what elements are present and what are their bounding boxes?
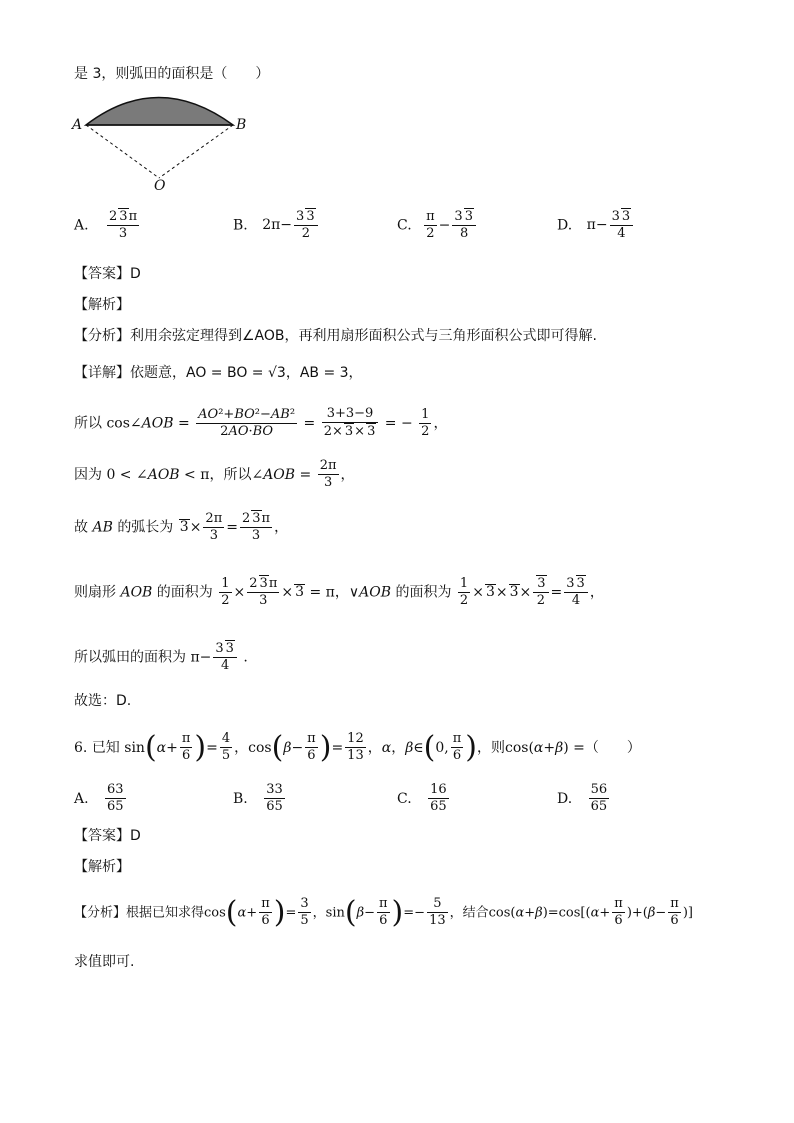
q6-analysis-heading: 【解析】 [74,859,130,875]
question-6-stem: 6. 已知 sin(α+ $\frac{\pi}{6}$ )= $\frac{4}{5}$ ，cos(β− $\frac{\pi}{6}$ )= $\frac{12}{13}$ ，α，β∈(0, $\frac{\pi}{6}$ )，则cos(α+β) =（ ） [74,729,641,765]
q6-option-d-den: 65 [590,799,608,815]
question-5-tail: 是 3，则弧田的面积是（ ） [74,66,270,82]
q6-option-a [74,782,128,816]
q5-analysis-heading: 【解析】 [74,297,130,313]
point-label-a: A [72,117,83,133]
q6-option-a-num: 63 [105,782,126,799]
q6-option-d [557,782,611,816]
q6-fenxi-end: 求值即可. [74,954,135,970]
q5-option-a: A. $\frac{2 3\pi}{3}$ [74,209,138,242]
q5-option-d: D. π− $\frac{3 3}{4}$ [557,208,635,243]
q6-fenxi: 【分析】根据已知求得cos(α+ $\frac{\pi}{6}$ )= $\frac{3}{5}$ ，sin(β− $\frac{\pi}{6}$ )=− $\frac{5}{13}$ ，结合cos(α+β)=cos[(α+ $\frac{\pi}{6}$ )+(β− $\frac{\pi}{6}$ )] [74,894,693,930]
q5-step-2: 因为 0 < ∠AOB < π，所以∠AOB = $\frac{2\pi}{3}$ ， [74,458,355,491]
q5-step-1: 所以 cos∠AOB = $\frac{\text{AO²+BO²−AB²}}{2AO\cdot BO}$ = $\frac{3+3-9}{2\times 3\times 3}$ = − $\frac{1}{2}$ ， [74,406,448,440]
q6-option-a-den: 65 [107,799,124,815]
point-label-b: B [236,117,247,133]
arc-field-figure [70,88,270,198]
q5-option-b: B. 2π− $\frac{3 3}{2}$ [233,208,320,243]
q5-option-a-letter: A. [74,217,89,234]
point-label-o: O [154,178,166,194]
q5-option-d-letter: D. [557,217,573,234]
q6-option-b [233,782,287,816]
q6-option-b-num: 33 [264,782,285,799]
q5-step-4: 则扇形 AOB 的面积为 $\frac{1}{2}$ × $\frac{2 3\pi}{3}$ × 3 = π，∨AOB 的面积为 $\frac{1}{2}$ × 3× 3× $\frac{3}{2}$ = $\frac{3 3}{4}$ ， [74,575,604,609]
q6-answer: 【答案】D [74,828,141,844]
q6-option-c-letter: C. [397,790,412,807]
q6-option-c-den: 65 [430,799,447,815]
q6-option-c-num: 16 [428,782,449,799]
q5-choose: 故选：D. [74,693,132,709]
q5-step-3: 故 AB 的弧长为 3× $\frac{2\pi}{3}$ = $\frac{2 3\pi}{3}$ ， [74,510,289,544]
q6-option-c [397,782,451,816]
q5-fenxi: 【分析】利用余弦定理得到∠AOB，再利用扇形面积公式与三角形面积公式即可得解. [74,328,597,344]
q5-option-b-letter: B. [233,217,248,234]
q5-step-5: 所以弧田的面积为 π− $\frac{3 3}{4}$ . [74,641,248,674]
q6-option-b-den: 65 [266,799,283,815]
q5-option-c: C. $\frac{\pi}{2}$ − $\frac{3 3}{8}$ [397,208,478,243]
q6-option-a-letter: A. [74,790,89,807]
q5-answer: 【答案】D [74,266,141,282]
q6-option-d-letter: D. [557,790,573,807]
q5-option-c-letter: C. [397,217,412,234]
q5-xiangjie: 【详解】依题意，AO = BO = √3，AB = 3， [74,365,363,381]
q6-option-d-num: 56 [589,782,610,799]
q6-option-b-letter: B. [233,790,248,807]
